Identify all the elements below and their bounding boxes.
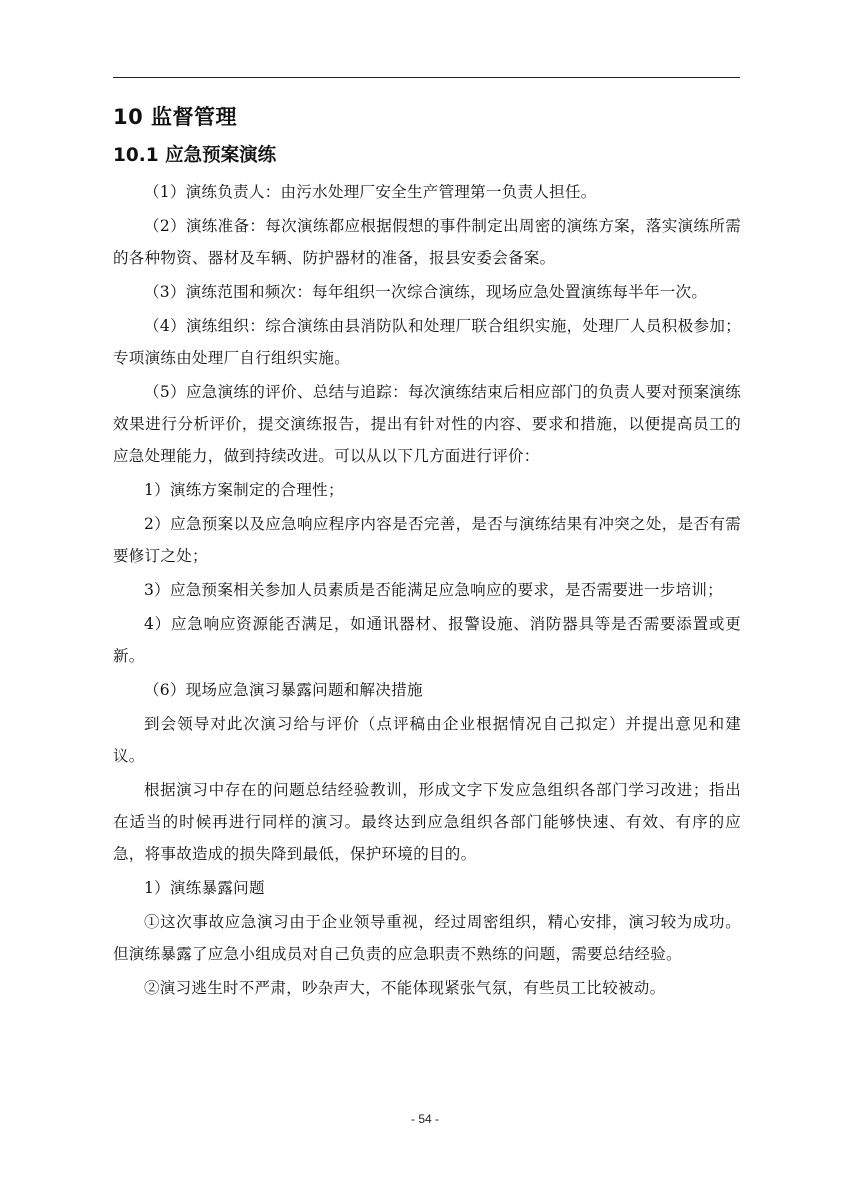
list-item: 4）应急响应资源能否满足，如通讯器材、报警设施、消防器具等是否需要添置或更新。	[113, 615, 741, 665]
subsection-title: 10.1 应急预案演练	[113, 145, 277, 166]
list-item: 1）演练暴露问题	[144, 879, 265, 897]
list-item: 3）应急预案相关参加人员素质是否能满足应急响应的要求，是否需要进一步培训；	[144, 581, 723, 599]
paragraph: （4）演练组织：综合演练由县消防队和处理厂联合组织实施，处理厂人员积极参加；专项演练由处理厂自行组织实施。	[113, 317, 741, 367]
paragraph: 到会领导对此次演习给与评价（点评稿由企业根据情况自己拟定）并提出意见和建议。	[113, 715, 741, 765]
paragraph: 根据演习中存在的问题总结经验教训，形成文字下发应急组织各部门学习改进；指出在适当的时候再进行同样的演习。最终达到应急组织各部门能够快速、有效、有序的应急，将事故造成的损失降到最低，保护环境的目的。	[113, 781, 741, 863]
page-number: - 54 -	[410, 1112, 439, 1126]
page-content	[113, 98, 741, 1006]
list-item: 2）应急预案以及应急响应程序内容是否完善，是否与演练结果有冲突之处，是否有需要修订之处；	[113, 515, 741, 565]
header-rule	[113, 77, 740, 78]
section-title: 10 监督管理	[113, 105, 238, 129]
paragraph: （3）演练范围和频次：每年组织一次综合演练，现场应急处置演练每半年一次。	[144, 283, 708, 301]
paragraph: （2）演练准备：每次演练都应根据假想的事件制定出周密的演练方案，落实演练所需的各种物资、器材及车辆、防护器材的准备，报县安委会备案。	[113, 217, 741, 267]
list-item: ②演习逃生时不严肃，吵杂声大，不能体现紧张气氛，有些员工比较被动。	[144, 979, 666, 997]
paragraph: （6）现场应急演习暴露问题和解决措施	[144, 681, 423, 699]
paragraph: （1）演练负责人：由污水处理厂安全生产管理第一负责人担任。	[144, 183, 597, 201]
list-item: 1）演练方案制定的合理性；	[144, 481, 344, 499]
paragraph: （5）应急演练的评价、总结与追踪：每次演练结束后相应部门的负责人要对预案演练效果进行分析评价，提交演练报告，提出有针对性的内容、要求和措施，以便提高员工的应急处理能力，做到持续改进。可以从以下几方面进行评价：	[113, 383, 741, 465]
list-item: ①这次事故应急演习由于企业领导重视，经过周密组织，精心安排，演习较为成功。但演练暴露了应急小组成员对自己负责的应急职责不熟练的问题，需要总结经验。	[113, 913, 741, 963]
